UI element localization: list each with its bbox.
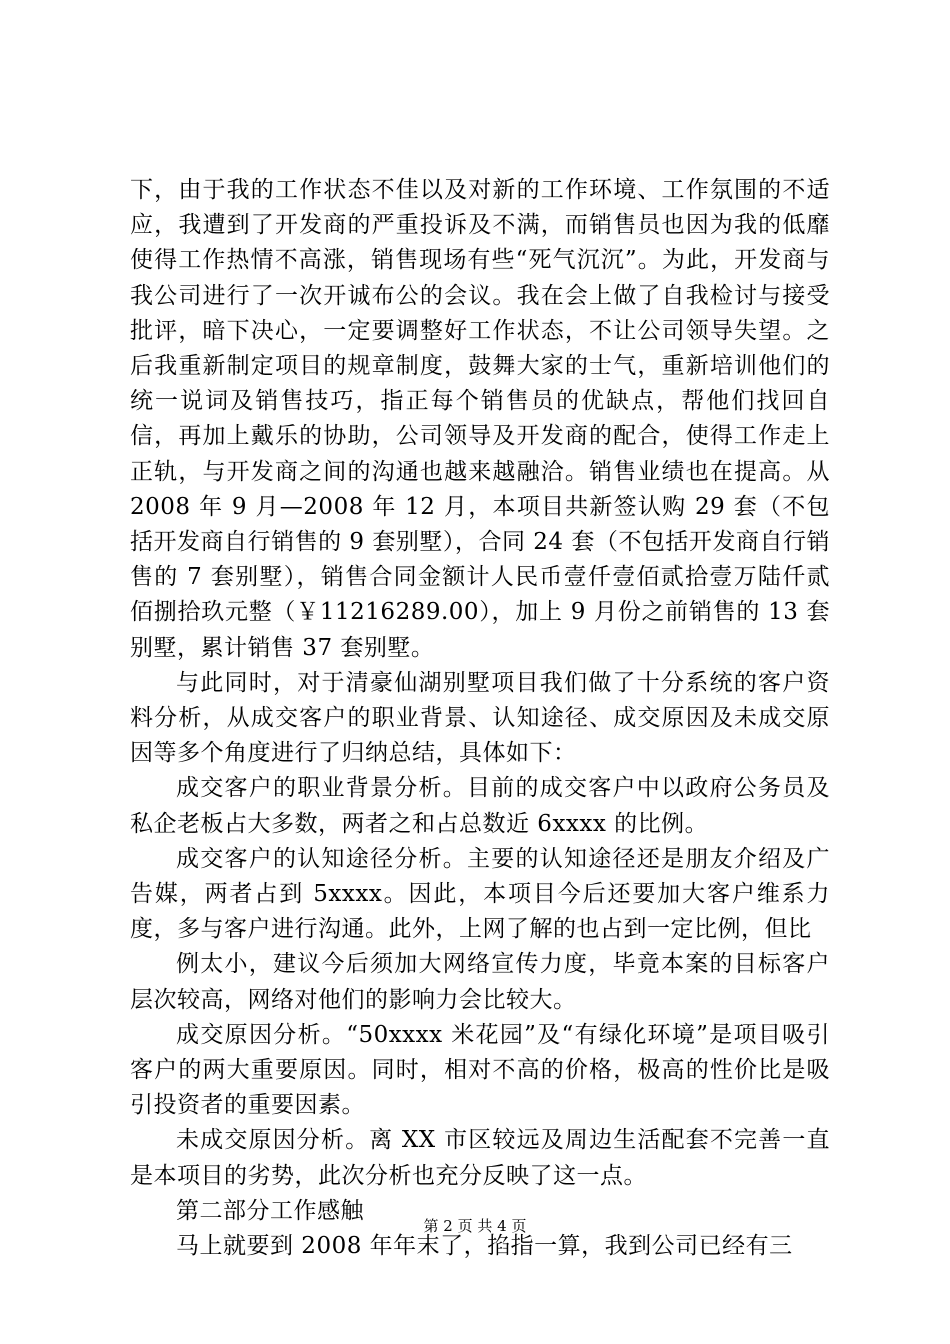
section-heading: 第二部分工作感触 [176,1197,364,1224]
paragraph-6: 成交原因分析。“50xxxx 米花园”及“有绿化环境”是项目吸引客户的两大重要原因。同时，相对不高的价格，极高的性价比是吸引投资者的重要因素。 [130,1021,830,1119]
page-footer: 第 2 页 共 4 页 [423,1217,527,1235]
paragraph-2: 与此同时，对于清豪仙湖别墅项目我们做了十分系统的客户资料分析，从成交客户的职业背景、认知途径、成交原因及未成交原因等多个角度进行了归纳总结，具体如下： [130,669,830,767]
paragraph-3: 成交客户的职业背景分析。目前的成交客户中以政府公务员及私企老板占大多数，两者之和占总数近 6xxxx 的比例。 [130,775,830,837]
paragraph-7: 未成交原因分析。离 XX 市区较远及周边生活配套不完善一直是本项目的劣势，此次分析也充分反映了这一点。 [130,1127,830,1189]
document-body [130,173,830,1264]
paragraph-5: 例太小，建议今后须加大网络宣传力度，毕竟本案的目标客户层次较高，网络对他们的影响力会比较大。 [130,951,830,1013]
paragraph-4: 成交客户的认知途径分析。主要的认知途径还是朋友介绍及广告媒，两者占到 5xxxx。因此，本项目今后还要加大客户维系力度，多与客户进行沟通。此外，上网了解的也占到一定比例，但比 [130,845,830,943]
paragraph-9: 马上就要到 2008 年年末了，掐指一算，我到公司已经有三 [176,1233,793,1260]
paragraph-1: 下，由于我的工作状态不佳以及对新的工作环境、工作氛围的不适应，我遭到了开发商的严重投诉及不满，而销售员也因为我的低靡使得工作热情不高涨，销售现场有些“死气沉沉”。为此，开发商与我公司进行了一次开诚布公的会议。我在会上做了自我检讨与接受批评，暗下决心，一定要调整好工作状态，不让公司领导失望。之后我重新制定项目的规章制度，鼓舞大家的士气，重新培训他们的统一说词及销售技巧，指正每个销售员的优缺点，帮他们找回自信，再加上戴乐的协助，公司领导及开发商的配合，使得工作走上正轨，与开发商之间的沟通也越来越融洽。销售业绩也在提高。从 2008 年 9 月—2008 年 12 月，本项目共新签认购 29 套（不包括开发商自行销售的 9 套别墅），合同 24 套（不包括开发商自行销售的 7 套别墅），销售合同金额计人民币壹仟壹佰贰拾壹万陆仟贰佰捌拾玖元整（￥11216289.00），加上 9 月份之前销售的 13 套别墅，累计销售 37 套别墅。 [130,177,830,661]
